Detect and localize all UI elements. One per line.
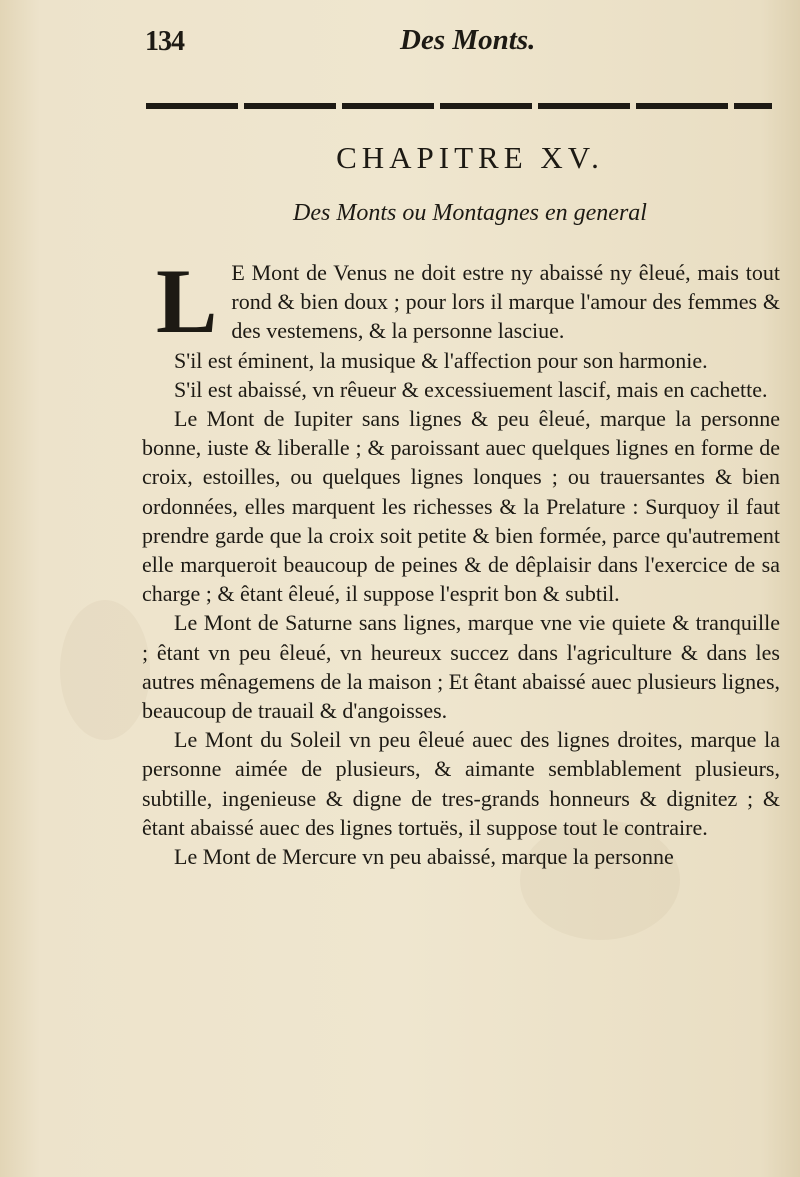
paragraph: S'il est éminent, la musique & l'affection pour son harmonie. [174,347,708,373]
paper-stain [60,600,150,740]
paragraph [142,250,780,352]
page-number: 134 [145,26,184,57]
running-head: Des Monts. [400,24,536,56]
header-rule [146,103,772,109]
paragraph: Le Mont du Soleil vn peu êleué auec des lignes droites, marque la personne aimée de plusieurs, & aimante semblablement plusieurs, subtille, ingenieuse & digne de tres-grands honneurs & dignitez ; & êtant abaissé auec des lignes tortuës, il suppose tout le contraire. [142,727,780,840]
chapter-subtitle: Des Monts ou Montagnes en general [293,200,647,226]
paragraph: Le Mont de Saturne sans lignes, marque vne vie quiete & tranquille ; êtant vn peu êleué, vn heureux succez dans l'agriculture & dans les autres mênagemens de la maison ; Et êtant abaissé auec plusieurs lignes, beaucoup de trauail & d'angoisses. [142,610,780,724]
paragraph: Le Mont de Mercure vn peu abaissé, marque la personne [174,844,674,870]
body-text [142,250,780,871]
paragraph: Le Mont de Iupiter sans lignes & peu êleué, marque la personne bonne, iuste & liberalle ; & paroissant auec quelques lignes en forme de croix, estoilles, ou quelques lignes lonques ; ou trauersantes & bien ordonnées, elles marquent les richesses & la Prelature : Surquoy il faut prendre garde que la croix soit petite & bien formée, parce qu'autrement elle marqueroit beaucoup de peines & de dêplaisir dans l'exercice de sa charge ; & êtant êleué, il suppose l'esprit bon & subtil. [142,406,780,607]
paragraph-text: E Mont de Venus ne doit estre ny abaissé ny êleué, mais tout rond & bien doux ; pour lors il marque l'amour des femmes & des vestemens, & la personne lasciue. [231,260,780,344]
chapter-title: CHAPITRE XV. [336,140,604,175]
drop-cap: L [156,250,218,352]
paragraph: S'il est abaissé, vn rêueur & excessiuement lascif, mais en cachette. [174,376,768,402]
